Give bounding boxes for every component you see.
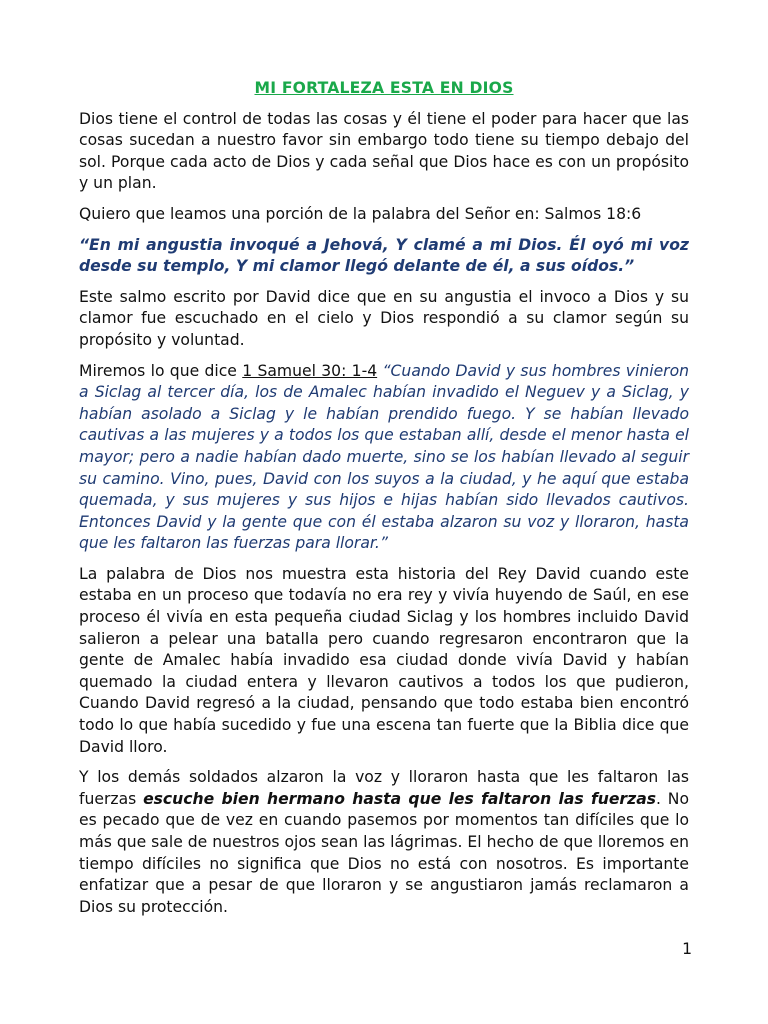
soldiers-text-start: Y los demás soldados alzaron la voz y lloraron hasta que les faltaron las fuerzas — [79, 768, 689, 808]
paragraph-samuel-quote — [79, 361, 689, 555]
paragraph-intro: Dios tiene el control de todas las cosas y él tiene el poder para hacer que las cosas sucedan a nuestro favor sin embargo todo tiene su tiempo debajo del sol. Porque cada acto de Dios y cada señal que Dios hace es con un propósito y un plan. — [79, 109, 689, 193]
paragraph-psalm-commentary: Este salmo escrito por David dice que en su angustia el invoco a Dios y su clamor fue escuchado en el cielo y Dios respondió a su clamor según su propósito y voluntad. — [79, 287, 689, 349]
paragraph-david-story: La palabra de Dios nos muestra esta historia del Rey David cuando este estaba en un proceso que todavía no era rey y vivía huyendo de Saúl, en ese proceso él vivía en esta pequeña ciudad Siclag y los hombres incluido David salieron a pelear una batalla pero cuando regresaron encontraron que la gente de Amalec había invadido esa ciudad donde vivía David y habían quemado la ciudad entera y llevaron cautivos a todos los que pudieron, Cuando David regresó a la ciudad, pensando que todo estaba bien encontró todo lo que había sucedido y fue una escena tan fuerte que la Biblia dice que David lloro. — [79, 564, 689, 756]
page-number: 1 — [682, 940, 692, 958]
emphasis-text: escuche bien hermano hasta que les faltaron las fuerzas — [143, 789, 656, 808]
paragraph-reading-intro: Quiero que leamos una porción de la palabra del Señor en: Salmos 18:6 — [79, 204, 642, 223]
document-title: MI FORTALEZA ESTA EN DIOS — [254, 79, 514, 97]
document-body — [79, 78, 689, 927]
paragraph-soldiers-wept — [79, 767, 689, 918]
samuel-intro-text: Miremos lo que dice — [79, 361, 243, 380]
samuel-quote-text: “Cuando David y sus hombres vinieron a Siclag al tercer día, los de Amalec habían invadido el Neguev y a Siclag, y habían asolado a Siclag y le habían prendido fuego. Y se habían llevado cautivas a las mujeres y a todos los que estaban allí, desde el menor hasta el mayor; pero a nadie habían dado muerte, sino se los habían llevado al seguir su camino. Vino, pues, David con los suyos a la ciudad, y he aquí que estaba quemada, y sus mujeres y sus hijos e hijas habían sido llevados cautivos. Entonces David y la gente que con él estaba alzaron su voz y lloraron, hasta que les faltaron las fuerzas para llorar.” — [79, 361, 690, 553]
samuel-reference-link[interactable]: 1 Samuel 30: 1-4 — [242, 361, 378, 380]
soldiers-text-end: . No es pecado que de vez en cuando pasemos por momentos tan difíciles que lo más que sale de nuestros ojos sean las lágrimas. El hecho de que lloremos en tiempo difíciles no significa que Dios no está con nosotros. Es importante enfatizar que a pesar de que lloraron y se angustiaron jamás reclamaron a Dios su protección. — [79, 789, 689, 916]
verse-salmos-18-6: “En mi angustia invoqué a Jehová, Y clamé a mi Dios. Él oyó mi voz desde su templo, Y mi clamor llegó delante de él, a sus oídos.” — [79, 235, 689, 276]
